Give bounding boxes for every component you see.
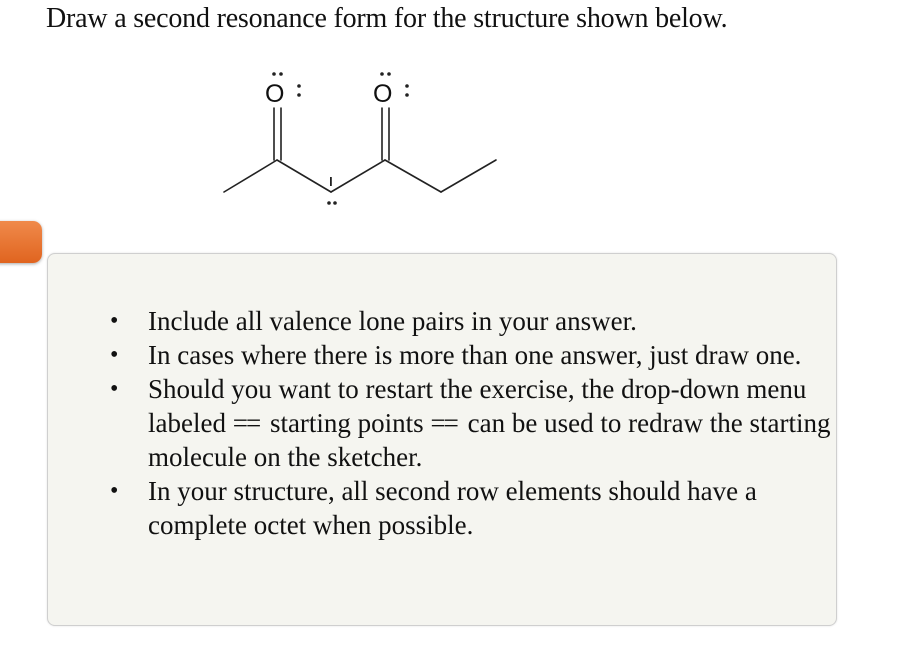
instruction-text: Should you want to restart the exercise, the drop-down menu labeled: [148, 374, 807, 438]
toggle-tab-button[interactable]: [0, 221, 42, 263]
equals-marker: ==: [430, 408, 457, 438]
instruction-text: can be used to redraw the starting molecule on the sketcher.: [148, 408, 831, 472]
equals-marker: ==: [232, 408, 260, 438]
oxygen-atom-1: O: [265, 80, 285, 108]
instruction-text: In cases where there is more than one answer, just draw one.: [148, 340, 802, 370]
molecule-structure: [200, 62, 520, 222]
instruction-text: In your structure, all second row elements should have a complete octet when possible.: [148, 476, 757, 540]
bond-methyl-c1: [224, 160, 277, 192]
bond-c3-c4: [385, 160, 441, 192]
list-item: [110, 474, 848, 542]
charge-bar: [330, 177, 332, 186]
lone-pair-dot: [297, 84, 301, 88]
question-prompt: Draw a second resonance form for the structure shown below.: [46, 3, 728, 34]
instructions-list: [108, 304, 848, 542]
instruction-text: Include all valence lone pairs in your answer.: [148, 306, 637, 336]
oxygen-atom-2: O: [373, 80, 393, 108]
lone-pair-dot: [387, 72, 391, 76]
instructions-panel: [47, 253, 837, 626]
bond-c2-c3: [331, 160, 385, 192]
lone-pair-dot: [380, 72, 384, 76]
menu-label-text: starting points: [269, 408, 424, 438]
bullet: •: [110, 342, 119, 368]
bullet: •: [110, 376, 119, 402]
bullet: •: [110, 308, 119, 334]
lone-pair-dot: [272, 72, 276, 76]
list-item: [110, 304, 848, 338]
bond-c1-c2: [277, 160, 331, 192]
lone-pair-dot: [279, 72, 283, 76]
lone-pair-dot: [297, 93, 301, 97]
list-item: [110, 372, 848, 474]
lone-pair-dot: [405, 84, 409, 88]
lone-pair-dot: [405, 93, 409, 97]
lone-pair-dot: [333, 201, 337, 205]
list-item: [110, 338, 848, 372]
bullet: •: [110, 478, 119, 504]
bond-c4-c5: [441, 160, 496, 192]
lone-pair-dot: [327, 201, 331, 205]
